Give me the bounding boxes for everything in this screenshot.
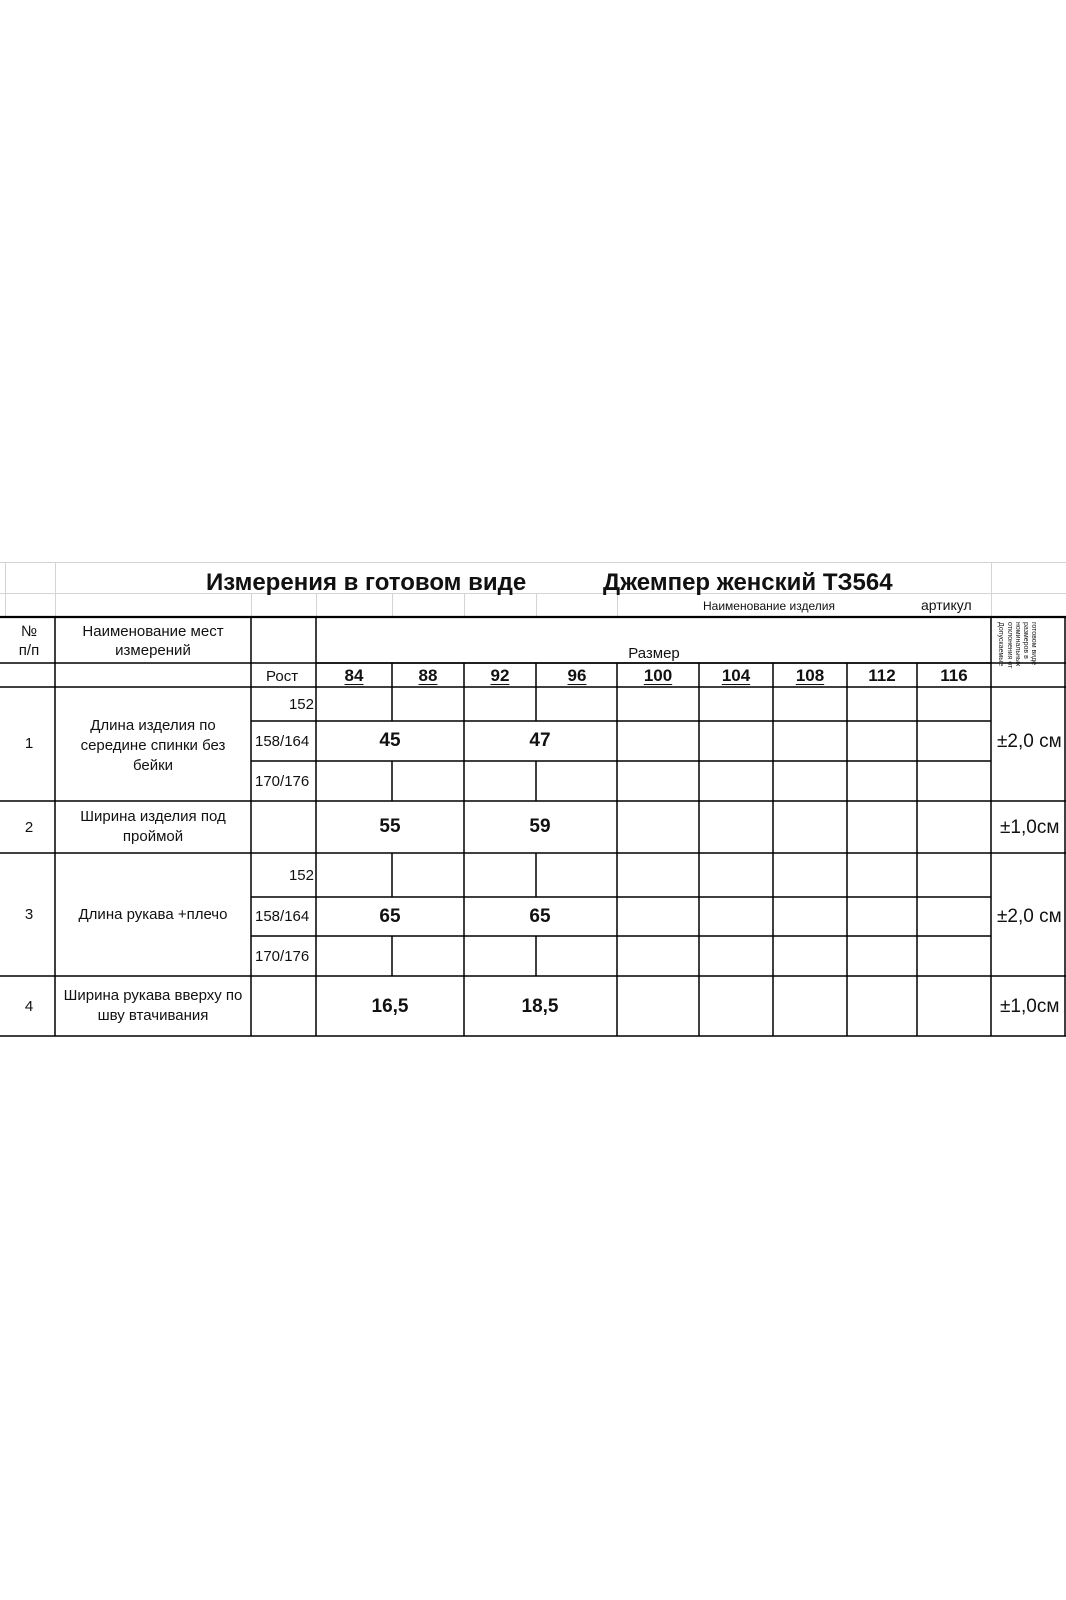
size-116: 116 xyxy=(940,666,968,685)
table-row-3-num: 3 xyxy=(24,906,34,923)
table-row-1-value-b: 47 xyxy=(529,730,551,751)
num-header-line2: п/п xyxy=(18,642,40,659)
table-row-1-value-a: 45 xyxy=(379,730,401,751)
table-row-1-height-158: 158/164 xyxy=(255,733,310,750)
table-row-4-name: Ширина рукава вверху по шву втачивания xyxy=(63,987,243,1024)
table-row-4-value-a: 16,5 xyxy=(371,996,409,1017)
table-row-2-num: 2 xyxy=(24,819,34,836)
table-row-1-name: Длина изделия по середине спинки без бейки xyxy=(80,717,226,774)
size-header: Размер xyxy=(628,645,680,662)
name-header-line2: измерений xyxy=(115,642,191,659)
name-header-line1: Наименование мест xyxy=(82,623,224,640)
document-title: Измерения в готовом виде xyxy=(206,569,527,596)
size-96: 96 xyxy=(567,666,587,685)
size-112: 112 xyxy=(868,666,896,685)
article-label: артикул xyxy=(921,597,972,613)
measurement-table: Измерения в готовом виде Джемпер женский ТЗ564 Наименование изделия артикул № п/п Наименование мест измерений Рост Размер Допускаемые отклонения от номинальных размеров в готовом виде 84 88 92 96 100 104 108 112 116 1 Длина изделия по середине спинки без бейки 152 158/164 170/176 45 47 ±2,0 см 2 Ширина изделия под проймой 55 59 ±1,0см 3 Длина рукава +плечо 152 158/164 170/176 65 65 ±2,0 см 4 Ширина рукава вверху по шву втачивания 16,5 18,5 ±1,0см xyxy=(0,562,1066,1042)
table-row-3-height-152: 152 xyxy=(288,867,314,884)
table-row-1-num: 1 xyxy=(24,735,34,752)
table-row-2-name: Ширина изделия под проймой xyxy=(80,808,226,845)
table-row-3-height-158: 158/164 xyxy=(255,908,310,925)
size-100: 100 xyxy=(643,666,673,685)
table-row-3-height-170: 170/176 xyxy=(255,948,310,965)
table-row-3-value-a: 65 xyxy=(379,906,401,927)
table-row-1-height-152: 152 xyxy=(288,696,314,713)
table-row-3-name: Длина рукава +плечо xyxy=(78,906,228,923)
product-title: Джемпер женский ТЗ564 xyxy=(603,569,893,596)
table-row-2-tolerance: ±1,0см xyxy=(1000,817,1060,838)
table-row-3-value-b: 65 xyxy=(529,906,551,927)
table-row-2-value-a: 55 xyxy=(379,816,401,837)
rost-header: Рост xyxy=(266,668,299,685)
table-row-3-tolerance: ±2,0 см xyxy=(997,906,1062,927)
table-row-4-tolerance: ±1,0см xyxy=(1000,996,1060,1017)
size-108: 108 xyxy=(795,666,825,685)
table-row-1-tolerance: ±2,0 см xyxy=(997,731,1062,752)
table-row-4-num: 4 xyxy=(24,998,34,1015)
table-row-1-height-170: 170/176 xyxy=(255,773,310,790)
num-header-line1: № xyxy=(20,623,38,640)
product-name-label: Наименование изделия xyxy=(703,599,835,613)
size-92: 92 xyxy=(490,666,510,685)
table-row-4-value-b: 18,5 xyxy=(521,996,559,1017)
size-104: 104 xyxy=(721,666,751,685)
size-88: 88 xyxy=(418,666,438,685)
size-84: 84 xyxy=(344,666,364,685)
table-row-2-value-b: 59 xyxy=(529,816,551,837)
